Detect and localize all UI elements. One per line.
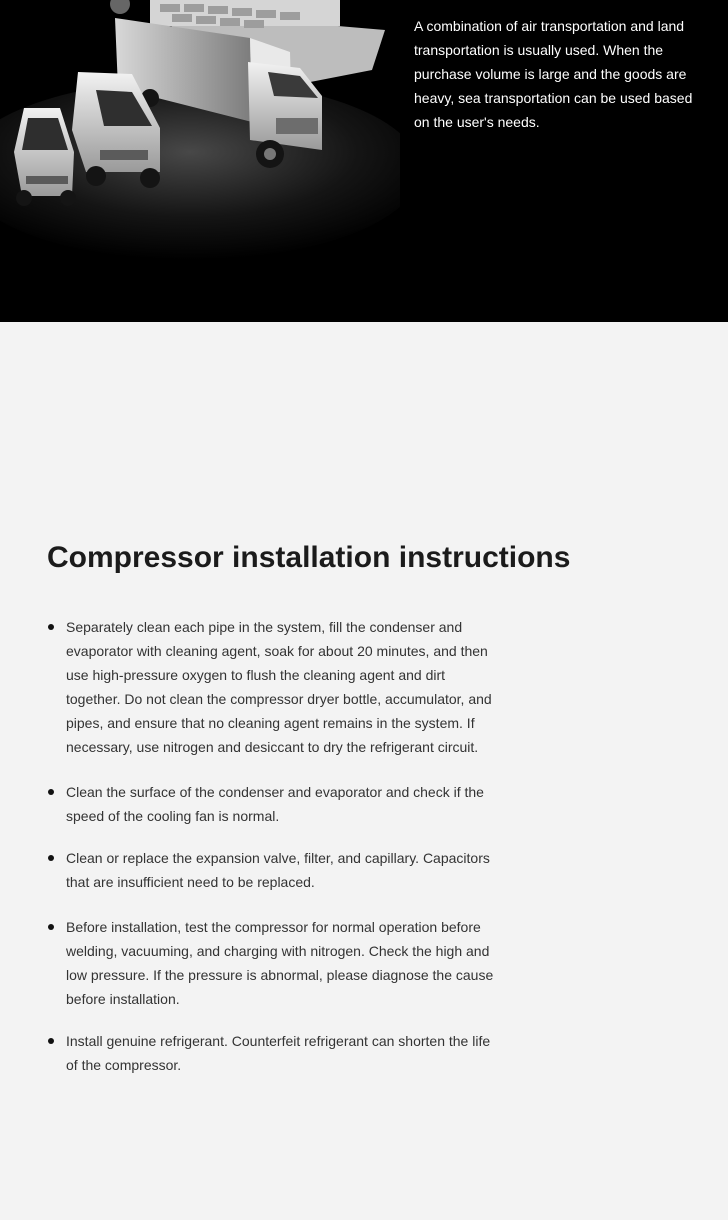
list-item-text: Clean or replace the expansion valve, filter, and capillary. Capacitors that are insufficient need to be replaced. bbox=[66, 850, 490, 890]
list-item bbox=[47, 915, 497, 1011]
bullet-icon bbox=[48, 789, 54, 795]
list-item bbox=[47, 846, 497, 894]
list-item-text: Install genuine refrigerant. Counterfeit refrigerant can shorten the life of the compressor. bbox=[66, 1033, 491, 1073]
list-item-text: Clean the surface of the condenser and evaporator and check if the speed of the cooling fan is normal. bbox=[66, 784, 484, 824]
list-item-text: Before installation, test the compressor for normal operation before welding, vacuuming, and charging with nitrogen. Check the high and low pressure. If the pressure is abnormal, please diagnose the cause before installation. bbox=[66, 919, 494, 1007]
bullet-icon bbox=[48, 624, 54, 630]
transport-hero bbox=[0, 0, 728, 322]
bullet-icon bbox=[48, 924, 54, 930]
instruction-list bbox=[47, 615, 497, 1077]
section-title: Compressor installation instructions bbox=[47, 541, 571, 574]
bullet-icon bbox=[48, 855, 54, 861]
bullet-icon bbox=[48, 1038, 54, 1044]
installation-section bbox=[0, 322, 728, 1220]
list-item bbox=[47, 780, 497, 828]
list-item bbox=[47, 1029, 497, 1077]
vehicles-image bbox=[0, 0, 400, 322]
list-item-text: Separately clean each pipe in the system, fill the condenser and evaporator with cleaning agent, soak for about 20 minutes, and then use high-pressure oxygen to flush the cleaning agent and dirt together. Do not clean the compressor dryer bottle, accumulator, and pipes, and ensure that no cleaning agent remains in the system. If necessary, use nitrogen and desiccant to dry the refrigerant circuit. bbox=[66, 619, 492, 755]
list-item bbox=[47, 615, 497, 759]
shipping-description: A combination of air transportation and land transportation is usually used. When the purchase volume is large and the goods are heavy, sea transportation can be used based on the user's needs. bbox=[414, 18, 693, 130]
